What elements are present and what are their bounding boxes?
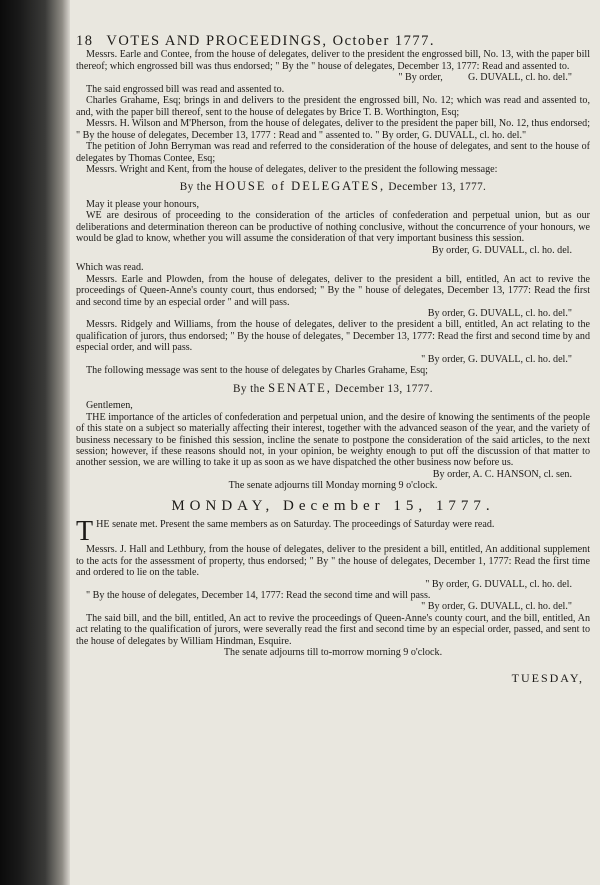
page-header [76, 33, 590, 49]
signature: " By order, G. DUVALL, cl. ho. del." [421, 353, 572, 365]
paragraph: Messrs. H. Wilson and M'Pherson, from the house of delegates, deliver to the president the paper bill, No. 12, thus endorsed; " By the house of delegates, December 13, 1777 : Read and " assented to. " By order, G. DUVALL, cl. ho. del." [76, 118, 590, 141]
paragraph: The petition of John Berryman was read and referred to the consideration of the house of delegates, and sent to the house of delegates by Thomas Contee, Esq; [76, 141, 590, 164]
paragraph: The said engrossed bill was read and assented to. [86, 83, 285, 95]
running-title: VOTES AND PROCEEDINGS, October 1777. [106, 33, 436, 49]
paragraph: Which was read. [76, 262, 144, 274]
order-line: " By order, G. DUVALL, cl. ho. del." [398, 72, 572, 84]
message-heading: By the SENATE, December 13, 1777. [233, 380, 433, 395]
page-number: 18 [76, 33, 94, 49]
salutation: Gentlemen, [86, 400, 133, 412]
paragraph: The said bill, and the bill, entitled, An act to revive the proceedings of Queen-Anne's county court, and the bill, entitled, An act relating to the qualification of jurors, were severally read the first and second time by an especial order, passed, and sent to the house of delegates by William Hindman, Esquire. [76, 612, 590, 647]
document-page [76, 10, 590, 880]
paragraph: The following message was sent to the house of delegates by Charles Grahame, Esq; [86, 365, 428, 377]
paragraph: Charles Grahame, Esq; brings in and delivers to the president the engrossed bill, No. 12; which was read and assented to, and, with the paper bill thereof, sent to the house of delegates by Brice T. B. Worthington, Esq; [76, 95, 590, 118]
message-heading: By the HOUSE of DELEGATES, December 13, 1777. [179, 179, 487, 194]
drop-cap: T [76, 516, 94, 548]
adjournment: The senate adjourns till to-morrow morning 9 o'clock. [223, 647, 443, 659]
paragraph: Messrs. Ridgely and Williams, from the house of delegates, deliver to the president a bill, entitled, An act relating to the qualification of jurors, thus endorsed; " By the house of delegates, " December 13, 1777: Read the first and second time by and especial order, and will pass. [76, 319, 590, 354]
day-heading: MONDAY, December 15, 1777. [171, 497, 495, 514]
paragraph: Messrs. Wright and Kent, from the house of delegates, deliver to the president the following message: [86, 163, 498, 175]
signature: By order, G. DUVALL, cl. ho. del. [431, 244, 572, 256]
signature: By order, G. DUVALL, cl. ho. del." [427, 307, 572, 319]
salutation: May it please your honours, [86, 198, 199, 210]
signature: " By order, G. DUVALL, cl. ho. del. [425, 578, 572, 590]
catchword: TUESDAY, [511, 670, 584, 685]
paragraph: Messrs. Earle and Contee, from the house of delegates, deliver to the president the engrossed bill, No. 13, with the paper bill thereof; which engrossed bill was thus endorsed; " By the " house of delegates, December 13, 1777: Read and assented to. [76, 49, 590, 72]
paragraph: " By the house of delegates, December 14, 1777: Read the second time and will pass. [86, 590, 431, 602]
paragraph: THE importance of the articles of confederation and perpetual union, and the desire of knowing the sentiments of the people of this state on a subject so materially affecting their interest, together with the advanced season of the year, and the variety of business necessary to be finished this session, incline the senate to postpone the consideration of the said articles, to the next session; however, if these reasons should not, in your opinion, be weighty enough to put off the discussion of that matter to another session, we are willing to take it up as soon as we have dispatched the other business now before us. [76, 411, 590, 469]
paragraph: Messrs. Earle and Plowden, from the house of delegates, deliver to the president a bill, entitled, An act to revive the proceedings of Queen-Anne's county court, thus endorsed; " By the " house of delegates, December 13, 1777: Read the first and second time by an especial order " and will pass. [76, 273, 590, 308]
adjournment: The senate adjourns till Monday morning 9 o'clock. [228, 480, 438, 492]
signature: By order, A. C. HANSON, cl. sen. [432, 468, 572, 480]
book-binding-shadow [0, 0, 70, 885]
paragraph: WE are desirous of proceeding to the consideration of the articles of confederation and perpetual union, but as our deliberations and determination thereon can be productive of nothing conclusive, without the concurrence of your honours, we would be glad to know, whether you will assume the consideration of that very important business this session. [76, 210, 590, 245]
paragraph: Messrs. J. Hall and Lethbury, from the house of delegates, deliver to the president a bill, entitled, An additional supplement to the acts for the assessment of property, thus endorsed; " By " the house of delegates, December 1, 1777: Read the first time and ordered to lie on the table. [76, 544, 590, 579]
signature: " By order, G. DUVALL, cl. ho. del." [421, 601, 572, 613]
paragraph: THE senate met. Present the same members as on Saturday. The proceedings of Saturday were read. [76, 516, 495, 548]
